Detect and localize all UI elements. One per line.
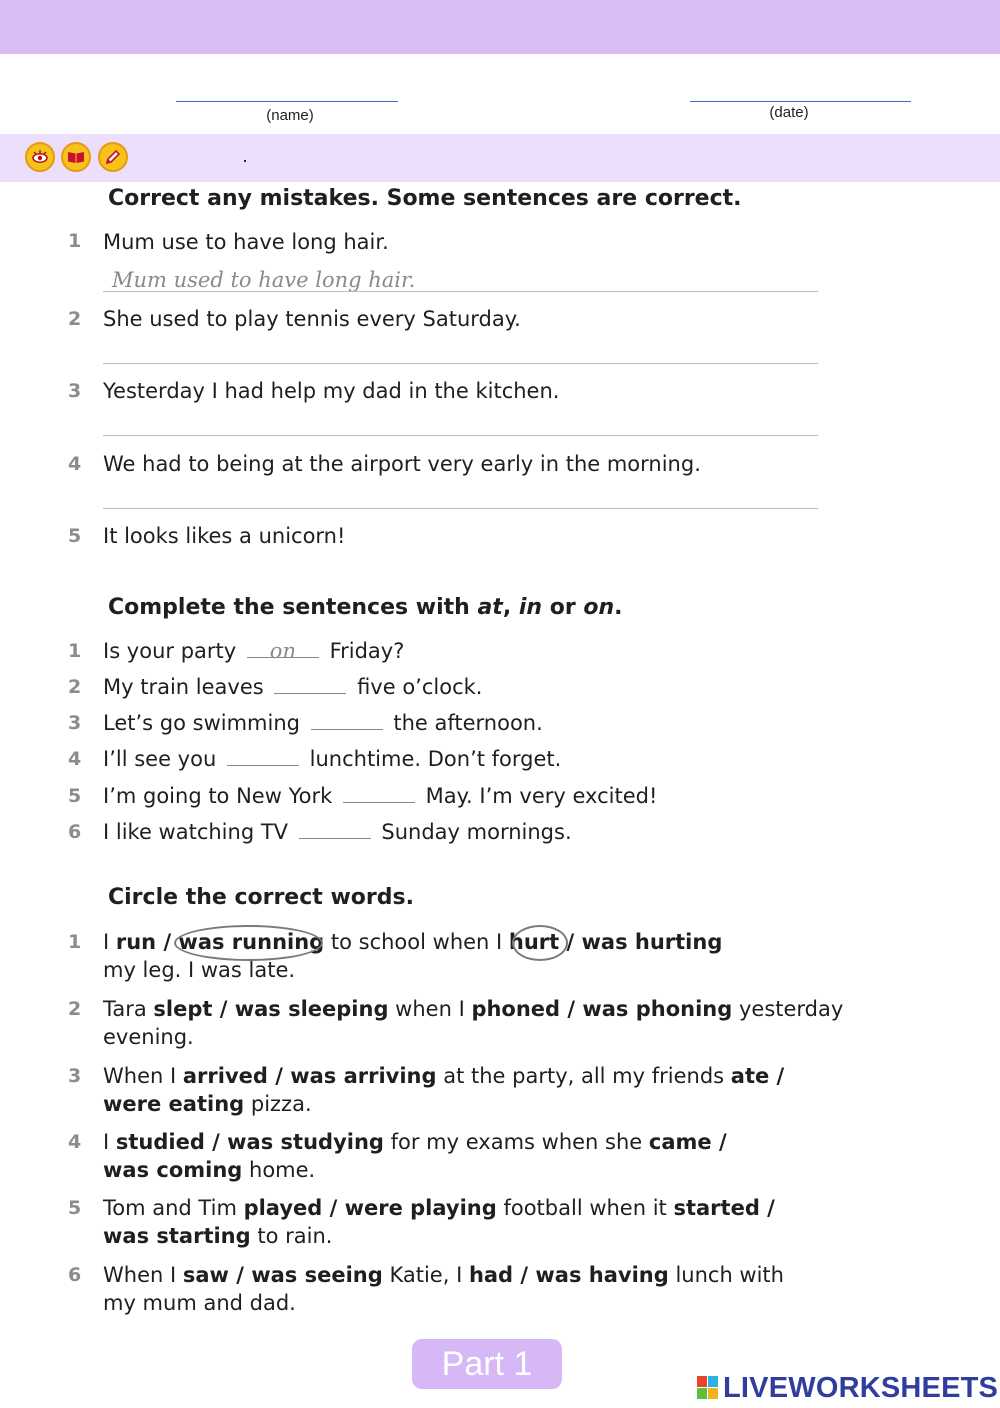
s2-number-6: 6 <box>68 821 82 843</box>
date-label: (date) <box>769 104 809 121</box>
sentence-text: football when it <box>496 1196 674 1220</box>
sentence-text: Katie, I <box>382 1263 469 1287</box>
section2-title: Complete the sentences with at, in or on. <box>108 595 623 620</box>
s1-answer-1: Mum used to have long hair. <box>112 268 416 292</box>
s2-blank-6[interactable] <box>299 818 371 839</box>
s1-number-4: 4 <box>68 453 82 475</box>
s2-number-5: 5 <box>68 785 82 807</box>
logo-grid-icon <box>697 1376 719 1400</box>
word-choice[interactable]: saw / was seeing <box>182 1263 383 1287</box>
word-choice[interactable]: had / was having <box>468 1263 669 1287</box>
s3-sentence-2-line-2 <box>103 1023 194 1051</box>
word-choice[interactable]: came / <box>648 1130 727 1154</box>
word-choice[interactable]: run / was running <box>115 930 325 954</box>
s3-number-1: 1 <box>68 931 82 953</box>
s2-sentence-2: My train leaves five o’clock. <box>103 675 483 699</box>
s1-sentence-5: It looks likes a unicorn! <box>103 524 346 548</box>
logo-text: LIVEWORKSHEETS <box>723 1372 999 1404</box>
s3-sentence-4-line-2 <box>103 1156 315 1184</box>
sentence-text: to rain. <box>250 1224 333 1248</box>
book-icon <box>61 142 91 172</box>
s1-answer-line-3[interactable] <box>103 435 818 436</box>
s2-number-1: 1 <box>68 640 82 662</box>
word-choice[interactable]: arrived / was arriving <box>182 1064 437 1088</box>
name-line[interactable] <box>176 101 398 102</box>
s2-blank-1[interactable]: on <box>247 637 319 658</box>
name-label: (name) <box>266 107 314 124</box>
sentence-text: my leg. I was late. <box>103 958 296 982</box>
s1-number-5: 5 <box>68 525 82 547</box>
word-choice[interactable]: hurt / was hurting <box>508 930 723 954</box>
s2-blank-5[interactable] <box>343 782 415 803</box>
word-choice[interactable]: played / were playing <box>243 1196 497 1220</box>
s2-sentence-4: I’ll see you lunchtime. Don’t forget. <box>103 747 562 771</box>
s2-sentence-3: Let’s go swimming the afternoon. <box>103 711 543 735</box>
s2-number-2: 2 <box>68 676 82 698</box>
s2-sentence-5: I’m going to New York May. I’m very excited! <box>103 784 658 808</box>
s3-number-2: 2 <box>68 998 82 1020</box>
part-1-button[interactable]: Part 1 <box>412 1339 562 1389</box>
band-dot <box>244 160 246 162</box>
s2-sentence-6: I like watching TV Sunday mornings. <box>103 820 572 844</box>
s1-number-1: 1 <box>68 230 82 252</box>
answer-circle-was-running <box>174 925 323 961</box>
s3-number-4: 4 <box>68 1131 82 1153</box>
sentence-text: Tom and Tim <box>103 1196 244 1220</box>
s1-answer-line-4[interactable] <box>103 508 818 509</box>
s1-sentence-4: We had to being at the airport very early in the morning. <box>103 452 701 476</box>
answer-circle-hurt <box>512 925 568 961</box>
s3-number-5: 5 <box>68 1197 82 1219</box>
sentence-text: at the party, all my friends <box>436 1064 731 1088</box>
s2-blank-2[interactable] <box>274 673 346 694</box>
word-choice[interactable]: was starting <box>103 1224 251 1248</box>
s2-number-4: 4 <box>68 748 82 770</box>
s3-sentence-6-line-1 <box>103 1261 784 1289</box>
sentence-text: Tara <box>103 997 154 1021</box>
sentence-text: yesterday <box>732 997 844 1021</box>
sentence-text: home. <box>242 1158 316 1182</box>
s3-sentence-3-line-1 <box>103 1062 784 1090</box>
skills-band <box>0 134 1000 182</box>
s3-sentence-5-line-2 <box>103 1222 332 1250</box>
s2-number-3: 3 <box>68 712 82 734</box>
s1-answer-line-1[interactable] <box>103 291 818 292</box>
sentence-text: pizza. <box>244 1092 312 1116</box>
s3-sentence-3-line-2 <box>103 1090 312 1118</box>
sentence-text: when I <box>388 997 472 1021</box>
date-line[interactable] <box>690 101 911 102</box>
sentence-text: I <box>103 930 116 954</box>
sentence-text: When I <box>103 1064 183 1088</box>
s2-blank-4[interactable] <box>227 745 299 766</box>
s1-sentence-1: Mum use to have long hair. <box>103 230 389 254</box>
sentence-text: for my exams when she <box>383 1130 649 1154</box>
word-choice[interactable]: started / <box>673 1196 775 1220</box>
word-choice[interactable]: ate / <box>730 1064 785 1088</box>
word-choice[interactable]: slept / was sleeping <box>153 997 389 1021</box>
s3-sentence-2-line-1 <box>103 995 843 1023</box>
s1-sentence-3: Yesterday I had help my dad in the kitchen. <box>103 379 560 403</box>
top-banner <box>0 0 1000 54</box>
s1-sentence-2: She used to play tennis every Saturday. <box>103 307 521 331</box>
pencil-icon <box>98 142 128 172</box>
s1-number-3: 3 <box>68 380 82 402</box>
eye-icon <box>25 142 55 172</box>
s1-answer-line-2[interactable] <box>103 363 818 364</box>
word-choice[interactable]: were eating <box>103 1092 245 1116</box>
word-choice[interactable]: was coming <box>103 1158 243 1182</box>
sentence-text: When I <box>103 1263 183 1287</box>
s3-sentence-6-line-2 <box>103 1289 296 1317</box>
sentence-text: to school when I <box>324 930 509 954</box>
s3-number-3: 3 <box>68 1065 82 1087</box>
word-choice[interactable]: phoned / was phoning <box>471 997 733 1021</box>
s1-number-2: 2 <box>68 308 82 330</box>
sentence-text: I <box>103 1130 116 1154</box>
s2-blank-3[interactable] <box>311 709 383 730</box>
sentence-text: my mum and dad. <box>103 1291 296 1315</box>
section1-title: Correct any mistakes. Some sentences are correct. <box>108 186 742 211</box>
word-choice[interactable]: studied / was studying <box>115 1130 384 1154</box>
sentence-text: evening. <box>103 1025 194 1049</box>
section3-title: Circle the correct words. <box>108 885 414 910</box>
s2-sentence-1: Is your party on Friday? <box>103 639 405 663</box>
s3-sentence-4-line-1 <box>103 1128 727 1156</box>
s3-number-6: 6 <box>68 1264 82 1286</box>
sentence-text: lunch with <box>668 1263 784 1287</box>
s3-sentence-5-line-1 <box>103 1194 775 1222</box>
